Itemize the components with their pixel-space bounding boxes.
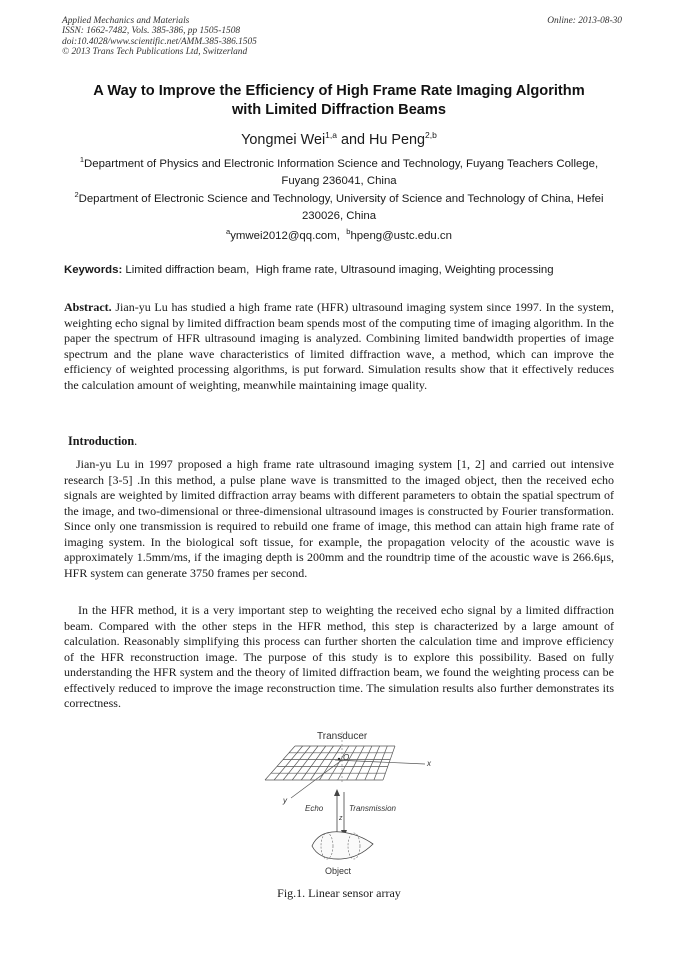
grid-column-line (383, 746, 395, 780)
abstract-label: Abstract. (64, 300, 112, 314)
grid-column-line (265, 746, 295, 780)
keywords-label: Keywords: (64, 264, 123, 276)
introduction-heading-text: Introduction (68, 434, 135, 448)
affiliation-2-text: Department of Electronic Science and Technology, University of Science and Technology of China, Hefei 230026, China (78, 193, 604, 222)
grid-column-line (338, 746, 357, 780)
abstract (64, 300, 614, 393)
figure-caption: Fig.1. Linear sensor array (277, 886, 401, 900)
grid-column-line (274, 746, 303, 780)
author-1: Yongmei Wei (241, 132, 326, 148)
echo-arrowhead (334, 789, 340, 796)
author-list (40, 131, 638, 149)
transducer-label: Transducer (317, 731, 368, 742)
introduction-paragraph-1: Jian-yu Lu in 1997 proposed a high frame rate ultrasound imaging system [1, 2] and carried out intensive research [3-5] .In this method, a pulse plane wave is transmitted to the imaged object, then the received echo signals are weighted by limited diffraction array beams with different parameters to obtain the spatial spectrum of the image, and two-dimensional or three-dimensional ultrasound images is constructed by Fourier transformation. Since only one transmission is required to rebuild one frame of image, this method can attain high frame rate of imaging system. In the biological soft tissue, for example, the propagation velocity of the acoustic wave is approximately 1.5mm/ms, if the imaging depth is 200mm and the roundtrip time of the acoustic wave is 266.6μs, HFR system can generate 3750 frames per second. (64, 457, 614, 580)
paper-title (40, 82, 638, 120)
object-label: Object (325, 866, 352, 876)
copyright-line: © 2013 Trans Tech Publications Ltd, Switzerland (62, 47, 248, 58)
issn-line: ISSN: 1662-7482, Vols. 385-386, pp 1505-1508 (62, 26, 241, 37)
title-line-1: A Way to Improve the Efficiency of High Frame Rate Imaging Algorithm (93, 83, 585, 99)
x-axis-label: x (427, 759, 431, 768)
grid-column-line (356, 746, 372, 780)
email-2[interactable]: hpeng@ustc.edu.cn (350, 230, 452, 242)
introduction-paragraph-2: In the HFR method, it is a very important step to weighting the received echo signal by a limited diffraction beam. Compared with the other steps in the HFR method, this step is characterized by a large amount of calculation. Reasonably simplifying this process can further shorten the calculation time and improve efficiency of the HFR reconstruction image. The purpose of this study is to explore this possibility. Based on fully understanding the HFR system and the theory of limited diffraction beam, we found the weighting process can be effectively reduced to improve the image reconstruction time. The simulation results also further demonstrates its correctness. (64, 603, 614, 710)
email-2-mark: b (346, 227, 351, 236)
grid-column-line (365, 746, 380, 780)
sensor-array-diagram (255, 726, 435, 878)
grid-column-line (374, 746, 387, 780)
imaged-object-shape (312, 832, 373, 859)
grid-column-line (329, 746, 349, 780)
grid-column-line (283, 746, 310, 780)
echo-label: Echo (305, 804, 324, 813)
email-1[interactable]: ymwei2012@qq.com, (230, 230, 340, 242)
journal-name: Applied Mechanics and Materials (62, 16, 190, 26)
y-axis-label: y (283, 796, 287, 805)
keywords-text: Limited diffraction beam, High frame rate, Ultrasound imaging, Weighting processing (122, 264, 554, 276)
grid-column-line (347, 746, 365, 780)
introduction-heading (68, 433, 137, 449)
introduction-heading-dot: . (134, 434, 138, 448)
transducer-grid (265, 746, 395, 780)
doi-line: doi:10.4028/www.scientific.net/AMM.385-386.1505 (62, 36, 257, 47)
affiliation-1-text: Department of Physics and Electronic Information Science and Technology, Fuyang Teachers College, Fuyang 236041, China (84, 158, 599, 187)
author-1-mark: 1,a (325, 130, 337, 140)
z-axis-label: z (339, 815, 343, 822)
author-2: Hu Peng (369, 132, 426, 148)
transmission-label: Transmission (349, 804, 396, 813)
title-line-2: with Limited Diffraction Beams (231, 102, 447, 118)
author-2-mark: 2,b (425, 130, 437, 140)
keywords (64, 262, 624, 279)
affiliation-2 (60, 191, 618, 225)
online-date: Online: 2013-08-30 (547, 16, 622, 26)
journal-header (62, 16, 622, 58)
abstract-text: Jian-yu Lu has studied a high frame rate (HFR) ultrasound imaging system since 1997. In the system, weighting echo signal by limited diffraction beam spends most of the computing time of imaging algorithm. In the paper the spectrum of HFR ultrasound imaging is analyzed. Combining limited bandwidth properties of image spectrum and the plane wave characteristics of limited diffraction wave, a method, which can improve the efficiency of weighted processing algorithms, is put forward. Simulation results show that it effectively reduces the calculation amount of weighting, meanwhile maintaining image quality. (64, 300, 614, 392)
author-emails (60, 228, 618, 245)
affiliation-1 (60, 156, 618, 190)
origin-label: O (343, 753, 350, 762)
y-axis-line (291, 760, 342, 798)
figure-linear-sensor-array (255, 726, 435, 878)
author-conjunction: and (336, 132, 369, 148)
affiliation-2-mark: 2 (74, 190, 79, 199)
origin-point (338, 758, 340, 760)
email-1-mark: a (226, 227, 231, 236)
affiliation-1-mark: 1 (79, 155, 85, 164)
